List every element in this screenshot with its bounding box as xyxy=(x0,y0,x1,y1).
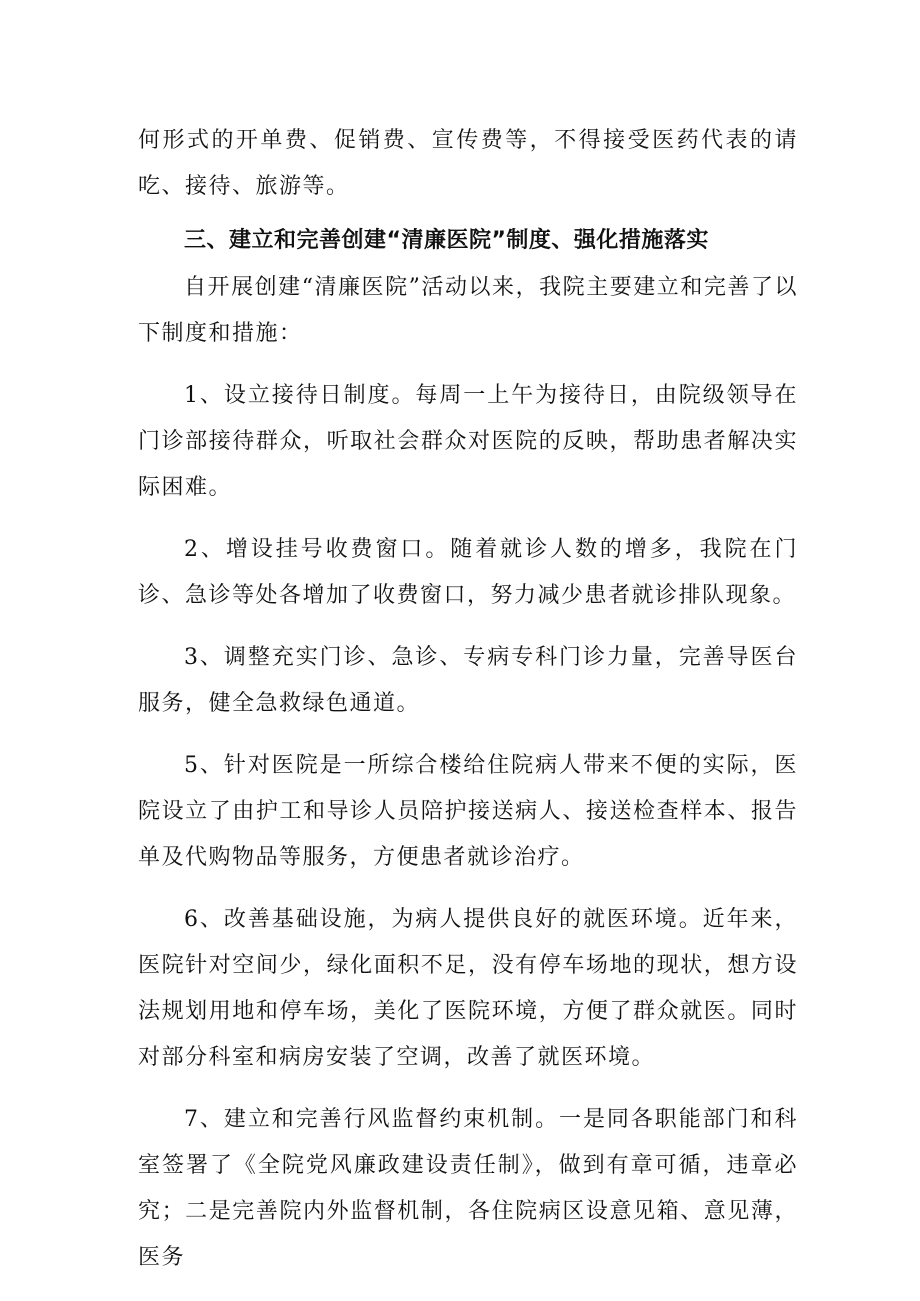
body-block xyxy=(138,265,798,1281)
continuation-block xyxy=(138,118,798,210)
item-paragraph-6: 6、改善基础设施，为病人提供良好的就医环境。近年来，医院针对空间少，绿化面积不足，没有停车场地的现状，想方设法规划用地和停车场，美化了医院环境，方便了群众就医。同时对部分科室和病房安装了空调，改善了就医环境。 xyxy=(138,907,798,1070)
item-paragraph-1: 1、设立接待日制度。每周一上午为接待日，由院级领导在门诊部接待群众，听取社会群众对医院的反映，帮助患者解决实际困难。 xyxy=(138,383,798,500)
intro-paragraph: 自开展创建“清廉医院”活动以来，我院主要建立和完善了以下制度和措施： xyxy=(138,275,798,346)
section-heading: 三、建立和完善创建“清廉医院”制度、强化措施落实 xyxy=(184,228,709,253)
item-paragraph-7: 7、建立和完善行风监督约束机制。一是同各职能部门和科室签署了《全院党风廉政建设责任制》，做到有章可循，违章必究；二是完善院内外监督机制，各住院病区设意见箱、意见薄，医务 xyxy=(138,1107,798,1270)
item-paragraph-5: 5、针对医院是一所综合楼给住院病人带来不便的实际，医院设立了由护工和导诊人员陪护接送病人、接送检查样本、报告单及代购物品等服务，方便患者就诊治疗。 xyxy=(138,753,798,870)
item-paragraph-3: 3、调整充实门诊、急诊、专病专科门诊力量，完善导医台服务，健全急救绿色通道。 xyxy=(138,645,798,716)
continuation-paragraph: 何形式的开单费、促销费、宣传费等，不得接受医药代表的请吃、接待、旅游等。 xyxy=(138,128,798,199)
item-paragraph-2: 2、增设挂号收费窗口。随着就诊人数的增多，我院在门诊、急诊等处各增加了收费窗口，努力减少患者就诊排队现象。 xyxy=(138,537,798,608)
